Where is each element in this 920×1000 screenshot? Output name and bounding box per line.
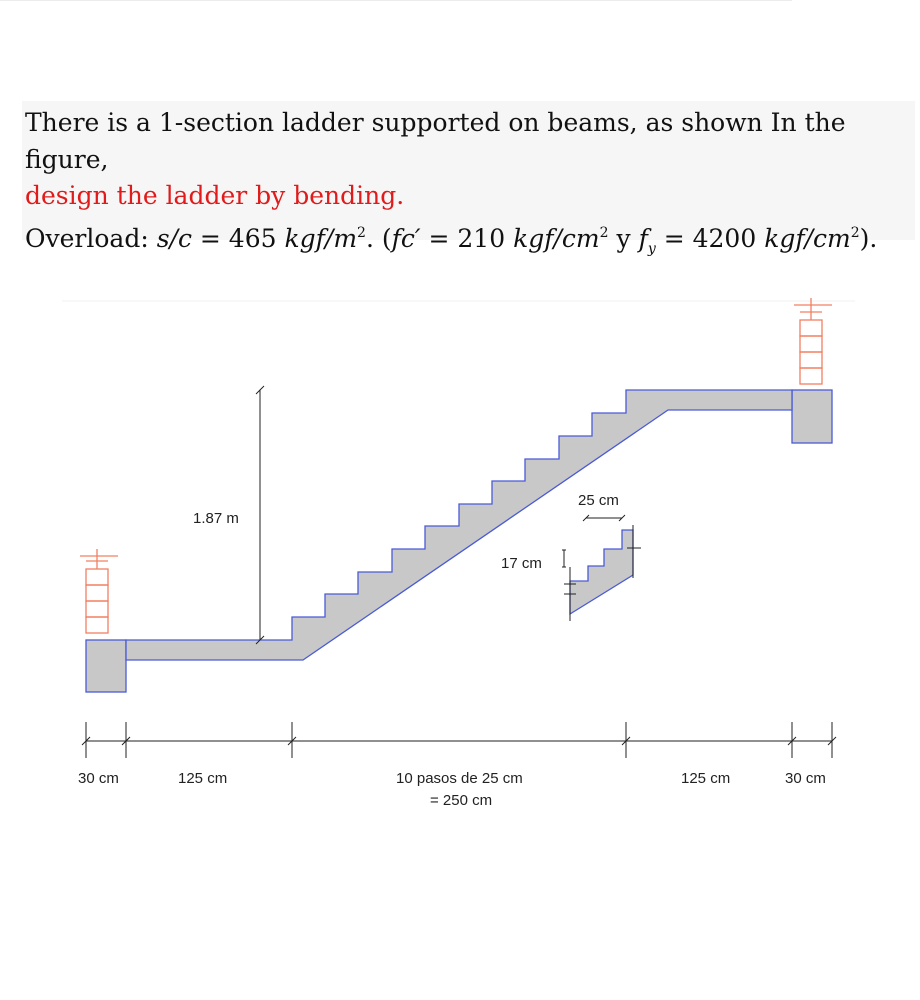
bottom-dimension-chain bbox=[82, 722, 836, 758]
fy-var: f bbox=[638, 223, 648, 253]
riser-label: 17 cm bbox=[501, 555, 542, 572]
problem-task: design the ladder by bending. bbox=[25, 181, 405, 210]
dim-left-landing: 125 cm bbox=[178, 770, 228, 787]
height-dimension bbox=[256, 386, 264, 644]
dim-left-support: 30 cm bbox=[78, 770, 119, 787]
dim-right-landing: 125 cm bbox=[681, 770, 731, 787]
detail-step bbox=[570, 530, 633, 614]
right-support-beam bbox=[792, 390, 832, 443]
dim-right-support: 30 cm bbox=[785, 770, 826, 787]
left-column bbox=[80, 549, 118, 633]
overload-var: s/c bbox=[156, 223, 192, 253]
problem-line-3: Overload: s/c = 465 kgf/$m^2$. (fc′ = 210 kgf/$cm^2$ y $f_y = 4200$ kgf/$cm^2$). bbox=[25, 223, 878, 257]
dim-flight-line2: = 250 cm bbox=[430, 792, 493, 809]
problem-line-1: There is a 1-section ladder supported on beams, as shown In the figure, bbox=[25, 108, 846, 174]
fc-var: fc′ bbox=[391, 223, 421, 253]
right-column bbox=[794, 298, 832, 384]
tread-label: 25 cm bbox=[578, 492, 619, 509]
height-label: 1.87 m bbox=[193, 510, 239, 527]
left-support-beam bbox=[86, 640, 126, 692]
dim-flight-line1: 10 pasos de 25 cm bbox=[396, 770, 523, 787]
